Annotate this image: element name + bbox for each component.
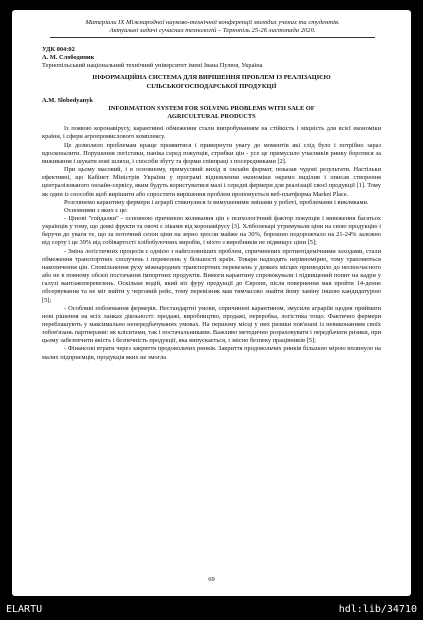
paragraph: Основними з яких є це: — [64, 206, 128, 214]
paragraph: - Зміна логістичних процесів є однією з найголовніших проблем, спричинених протиепідемічними заходами, стали обмеження транспортних сполучень і перевезень у більшості країн. Товари надходять нерівномірно, тому трапляються накопичення цін. Сповільнення руху міжнародних транспортних перевезень у деяких місцях призводило до несвоєчасного або не в повному обсязі постачання імпортних продуктів. Вимоги карантину спровокували і підвищений попит на кадри у галузі вантажоперевезень. Оскільки водій, який віз фуру продукції до Європи, після повернення мав пройти 14-денне обсервування та не міг вийти у черговий рейс, тому перевізник мав тимчасово знайти йому заміну іншою кандидатурою [5]; — [42, 247, 381, 304]
affiliation: Тернопільський національний технічний університет імені Івана Пулюя, Україна — [42, 62, 263, 70]
repository-footer — [0, 600, 423, 620]
author-name-english: A.M. Slobodyanyk — [42, 96, 93, 104]
article-body — [42, 46, 381, 362]
author-name: А. М. Слободяник — [42, 54, 95, 62]
paragraph: Із появою коронавірусу, карантинні обмеження стали випробуванням на стійкість і міцність для всієї економіки країни, і сфери агропромислового комплексу. — [42, 125, 381, 141]
conference-header — [50, 19, 375, 36]
header-line-2: Актуальні задачі сучасних технологій – Тернопіль 25-26 листопада 2020. — [109, 27, 316, 35]
paragraph: - Фінансові втрати через закриття продовольчих ринків. Закриття продовольчих ринків більшою мірою вплинуло на малих підприємців, продукція яких не змогла — [42, 345, 381, 361]
header-line-1: Матеріали IX Міжнародної науково-технічної конференції молодих учених та студентів. — [85, 19, 340, 26]
title-english: INFORMATION SYSTEM FOR SOLVING PROBLEMS WITH SALE OF AGRICULTURAL PRODUCTS — [108, 104, 315, 121]
paragraph: При цьому масовий, і в основному, примусовий вихід в онлайн формат, показав чудові результати. Настільки ефективні, що Кабінет Міністрів України у програмі відновлення економіки окремо виділив і описав створення централізованого онлайн-сервісу, яким будуть користуватися малі і середні фермери для реалізації своєї продукції [1]. Тому як один із способів щоб вирішити або спростити вирішення проблем пропонується веб-платформа Market Place. — [42, 166, 381, 198]
handle-id: hdl:lib/34710 — [338, 604, 417, 615]
document-page — [12, 10, 411, 596]
udk-code: УДК 004:02 — [42, 46, 75, 53]
paragraph: Це дозволило проблемам краще проявитися і привернути увагу до моментів які слід було і потрібно зараз вдосконалити. Порушення логістики, паніка серед покупців, стрибки цін - усе це примусило учасників ринку боротися за виживання і шукати нові шляхи, і способи збуту та форми співпраці з посередниками [2]. — [42, 141, 381, 165]
repository-name: ELARTU — [6, 604, 43, 615]
paragraph: Розглянемо карантину фермери і аграрії стикнулися із вимушеними змінами у роботі, проблемами і викликами. — [64, 198, 369, 206]
page-number: 69 — [208, 576, 215, 583]
header-rule — [50, 37, 375, 38]
paragraph: - Цінові "гойдалки" - основною причиною коливання цін є психологічний фактор покупців і вивеження багатьох українців у тому, що деякі фрукти та овочі є ліками від коронавірусу [3]. Хлібопекарі утримували ціни на свою продукцію і беручи до уваги те, що за поточний сезон ціни на зерно зросли майже на 30%, борошно подорожчало на 21-24% залежно від сорту і це 39% від собівартості хлібобулочних виробів, і ніхто з виробників не підвищує ціни [5]; — [42, 214, 381, 247]
paragraph: - Особливі побоювання фермерів. Нестандартні умови, спричинені карантином, змусили аграріїв щодня приймати нові рішення на всіх ланках діяльності: продажі, виробництво, продажі, переробка, логістика тощо. Фактично фермери переблашують у максимально непередбачуваних умовах. На першому місці у них ризики пов'язані із невиконанням своїх зобов'язань партнерами: як клієнтами, так і постачальниками. Важливо методично розраховувати і передбачати ризики, при цьому забезпечити якість і безпечність продукції, яка випускається, і звісно безпеку працівників [5]; — [42, 304, 381, 345]
title-ukrainian: ІНФОРМАЦІЙНА СИСТЕМА ДЛЯ ВИРІШЕННЯ ПРОБЛЕМ ІЗ РЕАЛІЗАЦІЄЮ СІЛЬСЬКОГОСПОДАРСЬКОЇ ПРОДУКЦІЇ — [92, 74, 331, 90]
